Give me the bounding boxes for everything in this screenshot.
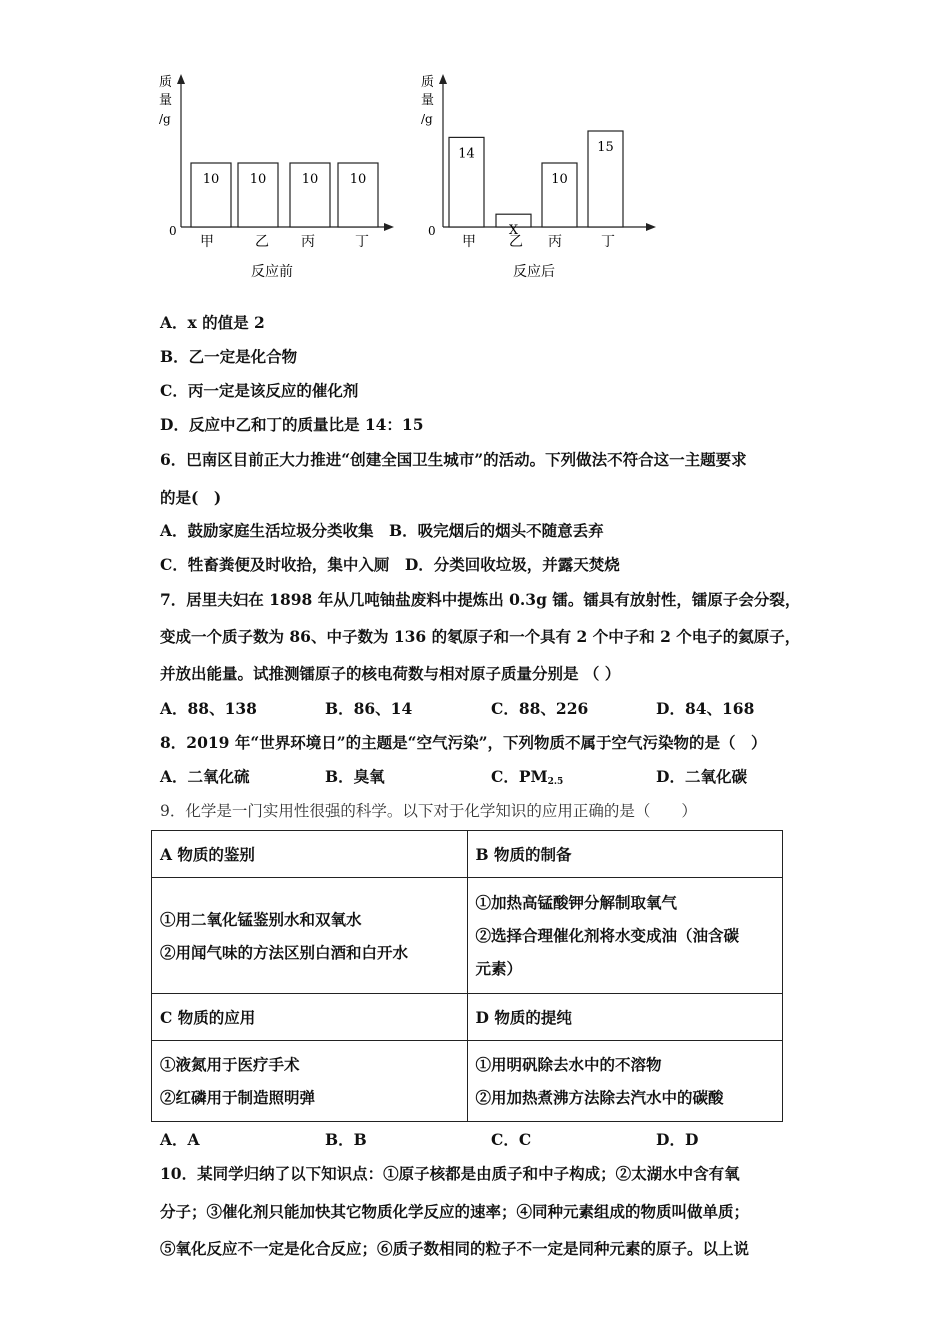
y-label-line: 质 — [159, 75, 173, 90]
q8-stem: 8．2019 年“世界环境日”的主题是“空气污染”，下列物质不属于空气污染物的是（ ） — [160, 733, 767, 752]
table-cell-header: D 物质的提纯 — [467, 994, 783, 1041]
origin-label: 0 — [428, 224, 436, 238]
q9-option-a: A．A — [160, 1130, 200, 1149]
bar-value-label: X — [508, 223, 519, 239]
category-label: 乙 — [255, 234, 269, 250]
y-label-line: 质 — [421, 75, 435, 90]
q9-stem: 9．化学是一门实用性很强的科学。以下对于化学知识的应用正确的是（ ） — [160, 802, 697, 820]
cell-line: ②选择合理催化剂将水变成油（油含碳 — [475, 926, 740, 945]
table-cell-header: B 物质的制备 — [467, 831, 783, 878]
bar-value-label: 10 — [249, 172, 267, 187]
x-axis-arrow — [384, 223, 394, 231]
cell-line: 元素） — [475, 959, 523, 978]
y-label — [421, 75, 434, 126]
bar-chart-after — [412, 68, 662, 283]
category-label: 乙 — [509, 234, 523, 250]
cell-line: ②用闻气味的方法区别白酒和白开水 — [160, 942, 409, 962]
q6-stem-line: 的是( ) — [160, 488, 222, 507]
q10-stem-line: 10．某同学归纳了以下知识点：①原子核都是由质子和中子构成；②太湖水中含有氧 — [160, 1164, 740, 1183]
q10-stem-line: 分子；③催化剂只能加快其它物质化学反应的速率；④同种元素组成的物质叫做单质； — [160, 1202, 750, 1221]
chart-title: 反应前 — [251, 264, 293, 280]
bar-chart-before — [150, 68, 400, 283]
q5-option-b: B．乙一定是化合物 — [160, 347, 298, 366]
category-label: 丙 — [301, 234, 315, 250]
q7-stem-line: 变成一个质子数为 86、中子数为 136 的氡原子和一个具有 2 个中子和 2 个电子的氦原子， — [160, 627, 801, 646]
category-label: 丁 — [355, 234, 369, 250]
q5-option-c: C．丙一定是该反应的催化剂 — [160, 381, 359, 400]
cell-line: ①加热高锰酸钾分解制取氧气 — [475, 893, 678, 912]
q7-option-d: D．84、168 — [656, 699, 755, 718]
y-label-line: /g — [421, 112, 433, 126]
q9-option-c: C．C — [491, 1130, 532, 1149]
q8-option-c — [491, 765, 563, 787]
cell-line: ①用二氧化锰鉴别水和双氧水 — [160, 909, 362, 929]
table-cell-header: A 物质的鉴别 — [152, 831, 468, 878]
bar-value-label: 10 — [551, 172, 568, 187]
y-label-line: 量 — [421, 93, 435, 108]
chart-title: 反应后 — [513, 264, 555, 280]
q7-option-b: B．86、14 — [325, 699, 413, 718]
q7-stem-line: 7．居里夫妇在 1898 年从几吨铀盐废料中提炼出 0.3g 镭。镭具有放射性，镭原子会分裂， — [160, 590, 801, 609]
category-label: 甲 — [200, 234, 214, 250]
q7-option-c: C．88、226 — [491, 699, 589, 718]
q6-options-ab: A．鼓励家庭生活垃圾分类收集 B．吸完烟后的烟头不随意丢弃 — [160, 521, 604, 540]
q7-stem-line: 并放出能量。试推测镭原子的核电荷数与相对原子质量分别是 （ ） — [160, 664, 621, 683]
bar-value-label: 10 — [202, 172, 220, 187]
table-cell — [152, 1041, 468, 1122]
q9-table — [151, 830, 783, 1122]
q5-option-d: D．反应中乙和丁的质量比是 14：15 — [160, 415, 424, 434]
bar-value-label: 15 — [597, 140, 614, 155]
y-label — [159, 75, 172, 126]
bar-value-label: 10 — [301, 172, 319, 187]
origin-label: 0 — [169, 224, 177, 238]
bar-value-label: 14 — [458, 146, 475, 162]
y-label-line: /g — [159, 112, 171, 126]
x-axis-arrow — [646, 223, 656, 231]
cell-line: ②用加热煮沸方法除去汽水中的碳酸 — [475, 1088, 724, 1107]
table-cell — [467, 878, 783, 994]
q9-option-d: D．D — [656, 1130, 699, 1149]
cell-line: ②红磷用于制造照明弹 — [160, 1088, 316, 1107]
q5-option-a: A．x 的值是 2 — [160, 313, 265, 332]
q8-option-c-text: C．PM — [491, 767, 548, 786]
category-label: 丙 — [548, 234, 562, 250]
table-cell-header: C 物质的应用 — [152, 994, 468, 1041]
q8-option-a: A．二氧化硫 — [160, 767, 250, 786]
q7-option-a: A．88、138 — [160, 699, 257, 718]
y-label-line: 量 — [159, 93, 173, 108]
cell-line: ①用明矾除去水中的不溶物 — [475, 1055, 662, 1074]
bar-value-label: 10 — [349, 172, 367, 187]
q6-options-cd: C．牲畜粪便及时收拾，集中入厕 D．分类回收垃圾，并露天焚烧 — [160, 555, 620, 574]
cell-line: ①液氮用于医疗手术 — [160, 1055, 300, 1074]
q10-stem-line: ⑤氧化反应不一定是化合反应；⑥质子数相同的粒子不一定是同种元素的原子。以上说 — [160, 1239, 750, 1258]
table-cell — [467, 1041, 783, 1122]
q8-option-c-subscript: 2.5 — [547, 777, 564, 787]
category-label: 甲 — [462, 234, 476, 250]
y-axis-arrow — [439, 74, 447, 84]
q8-option-b: B．臭氧 — [325, 767, 385, 786]
q9-option-b: B．B — [325, 1130, 367, 1149]
table-cell — [152, 878, 468, 994]
q8-option-d: D．二氧化碳 — [656, 767, 747, 786]
y-axis-arrow — [177, 74, 185, 84]
q6-stem-line: 6．巴南区目前正大力推进“创建全国卫生城市”的活动。下列做法不符合这一主题要求 — [160, 450, 747, 469]
category-label: 丁 — [601, 234, 615, 250]
